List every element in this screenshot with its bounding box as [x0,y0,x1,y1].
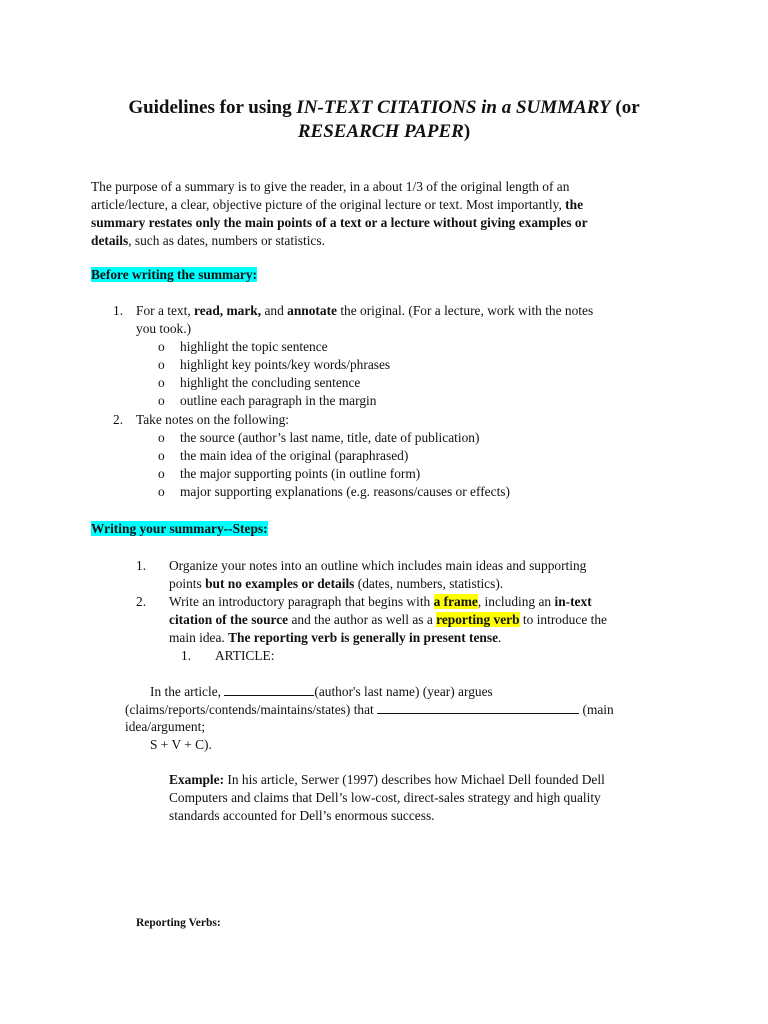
bullet-icon: o [158,393,165,408]
list-item: o the source (author’s last name, title, date of publication) [158,430,480,445]
list-number: 1. [136,558,147,573]
step-intro-paragraph: Write an introductory paragraph that begins with a frame, including an in-text citation of the source and the author as well as a reporting verb to introduce the main idea. The reporting verb is generally in present tense. [169,594,607,645]
section-heading-before: Before writing the summary: [91,267,257,282]
sub-list-1 [158,338,698,410]
list-item: o highlight the topic sentence [158,339,328,354]
list-item: o highlight the concluding sentence [158,375,361,390]
reporting-verbs-heading: Reporting Verbs: [136,917,221,929]
bullet-icon: o [158,430,165,445]
list-number: 1. [181,648,192,663]
author-blank [224,682,314,696]
bullet-icon: o [158,484,165,499]
example-paragraph: Example: In his article, Serwer (1997) describes how Michael Dell founded Dell Computers and claims that Dell’s low-cost, direct-sales strategy and high quality standards accounted for Dell’s enormous success. [169,772,605,823]
document-title [60,96,708,144]
list-number: 2. [136,594,147,609]
list-item: o highlight key points/key words/phrases [158,357,391,372]
list-number: 1. [113,303,124,318]
bullet-icon: o [158,448,165,463]
step-organize-notes: Organize your notes into an outline which includes main ideas and supporting points but no examples or details (dates, numbers, statistics). [169,558,587,591]
bullet-icon: o [158,375,165,390]
article-label: ARTICLE: [215,648,275,663]
bullet-icon: o [158,339,165,354]
frame-line-4: S + V + C). [150,737,212,752]
list-item: o the main idea of the original (paraphrased) [158,448,409,463]
main-idea-blank [377,700,579,714]
section-heading-writing: Writing your summary--Steps: [91,521,268,536]
bullet-icon: o [158,357,165,372]
list-number: 2. [113,412,124,427]
frame-line-2: (claims/reports/contends/maintains/states) that (main [125,702,614,717]
intro-paragraph: The purpose of a summary is to give the reader, in a about 1/3 of the original length of an article/lecture, a clear, objective picture of the original lecture or text. Most importantly, the summary restates only the main points of a text or a lecture without giving examples or details, such as dates, numbers or statistics. [91,179,588,248]
list-item-take-notes: Take notes on the following: [136,412,290,427]
list-item-read-mark: For a text, read, mark, and annotate the original. (For a lecture, work with the notes you took.) [136,303,594,336]
title-line-2: RESEARCH PAPER) [297,121,471,142]
list-item: o outline each paragraph in the margin [158,393,377,408]
bullet-icon: o [158,466,165,481]
list-item: o the major supporting points (in outline form) [158,466,421,481]
frame-line-3: idea/argument; [125,719,206,734]
list-item: o major supporting explanations (e.g. reasons/causes or effects) [158,484,510,499]
title-line-1: Guidelines for using IN-TEXT CITATIONS in a SUMMARY (or [128,97,640,118]
sub-list-2 [158,429,718,501]
frame-line-1: In the article, (author's last name) (year) argues [150,684,493,699]
